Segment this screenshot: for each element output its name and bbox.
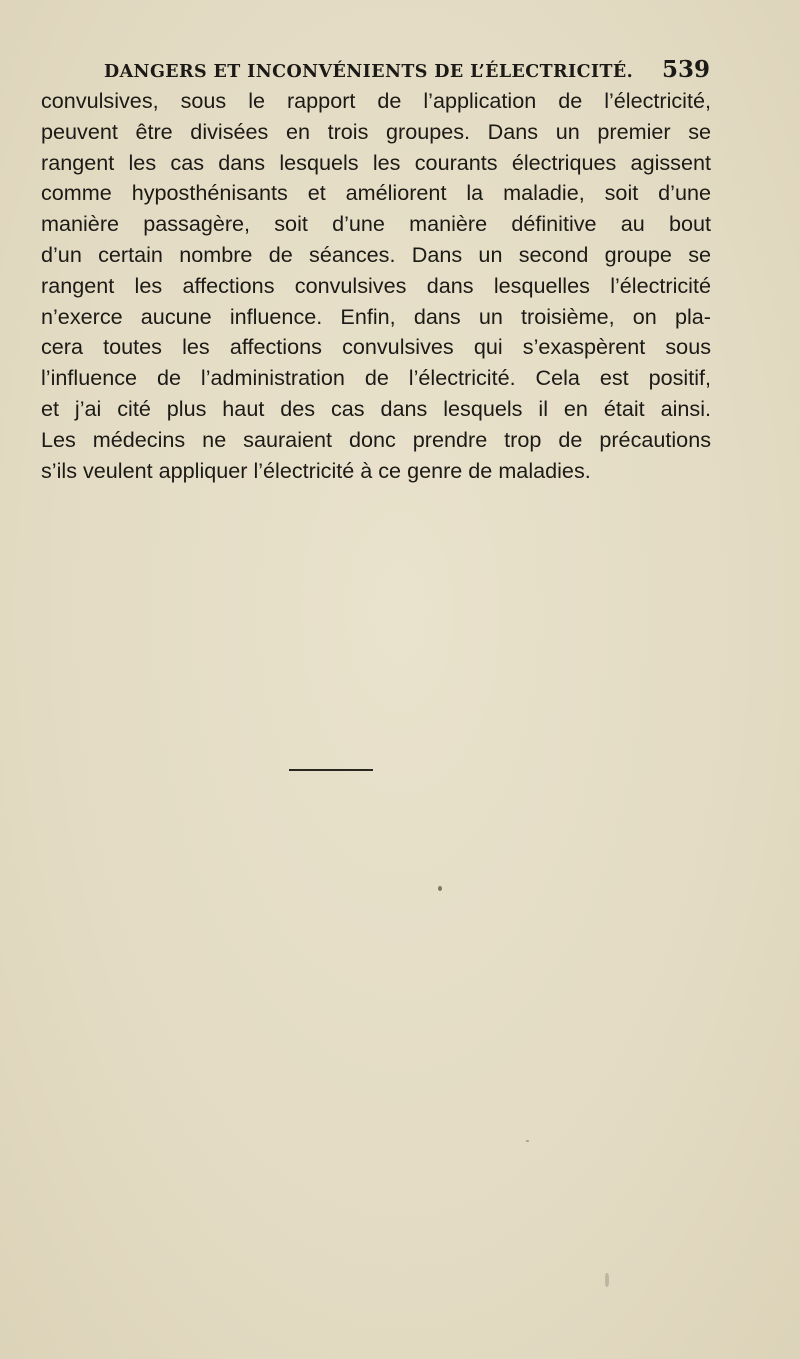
running-title: DANGERS ET INCONVÉNIENTS DE L’ÉLECTRICITÉ. bbox=[104, 62, 634, 82]
paper-speck bbox=[526, 1140, 529, 1142]
text-line: l’influence de l’administration de l’électricité. Cela est positif, bbox=[41, 365, 711, 391]
paper-speck bbox=[605, 1273, 609, 1287]
section-divider-rule bbox=[289, 769, 373, 771]
paper-speck bbox=[438, 886, 442, 891]
body-paragraph bbox=[41, 86, 711, 486]
text-line: rangent les affections convulsives dans lesquelles l’électricité bbox=[41, 272, 711, 298]
text-line: rangent les cas dans lesquels les courants électriques agissent bbox=[41, 149, 711, 175]
page-number: 539 bbox=[661, 56, 710, 83]
text-line: n’exerce aucune influence. Enfin, dans un troisième, on pla- bbox=[41, 303, 711, 329]
text-line: manière passagère, soit d’une manière définitive au bout bbox=[41, 211, 711, 237]
running-head bbox=[104, 56, 710, 88]
text-line: et j’ai cité plus haut des cas dans lesquels il en était ainsi. bbox=[41, 395, 711, 421]
text-line: cera toutes les affections convulsives qui s’exaspèrent sous bbox=[41, 334, 711, 360]
text-line: Les médecins ne sauraient donc prendre trop de précautions bbox=[41, 426, 711, 452]
text-line: s’ils veulent appliquer l’électricité à ce genre de maladies. bbox=[41, 457, 591, 483]
text-line: comme hyposthénisants et améliorent la maladie, soit d’une bbox=[41, 180, 711, 206]
text-line: convulsives, sous le rapport de l’application de l’électricité, bbox=[41, 88, 711, 113]
text-line: peuvent être divisées en trois groupes. Dans un premier se bbox=[41, 118, 711, 144]
text-line: d’un certain nombre de séances. Dans un second groupe se bbox=[41, 241, 711, 267]
